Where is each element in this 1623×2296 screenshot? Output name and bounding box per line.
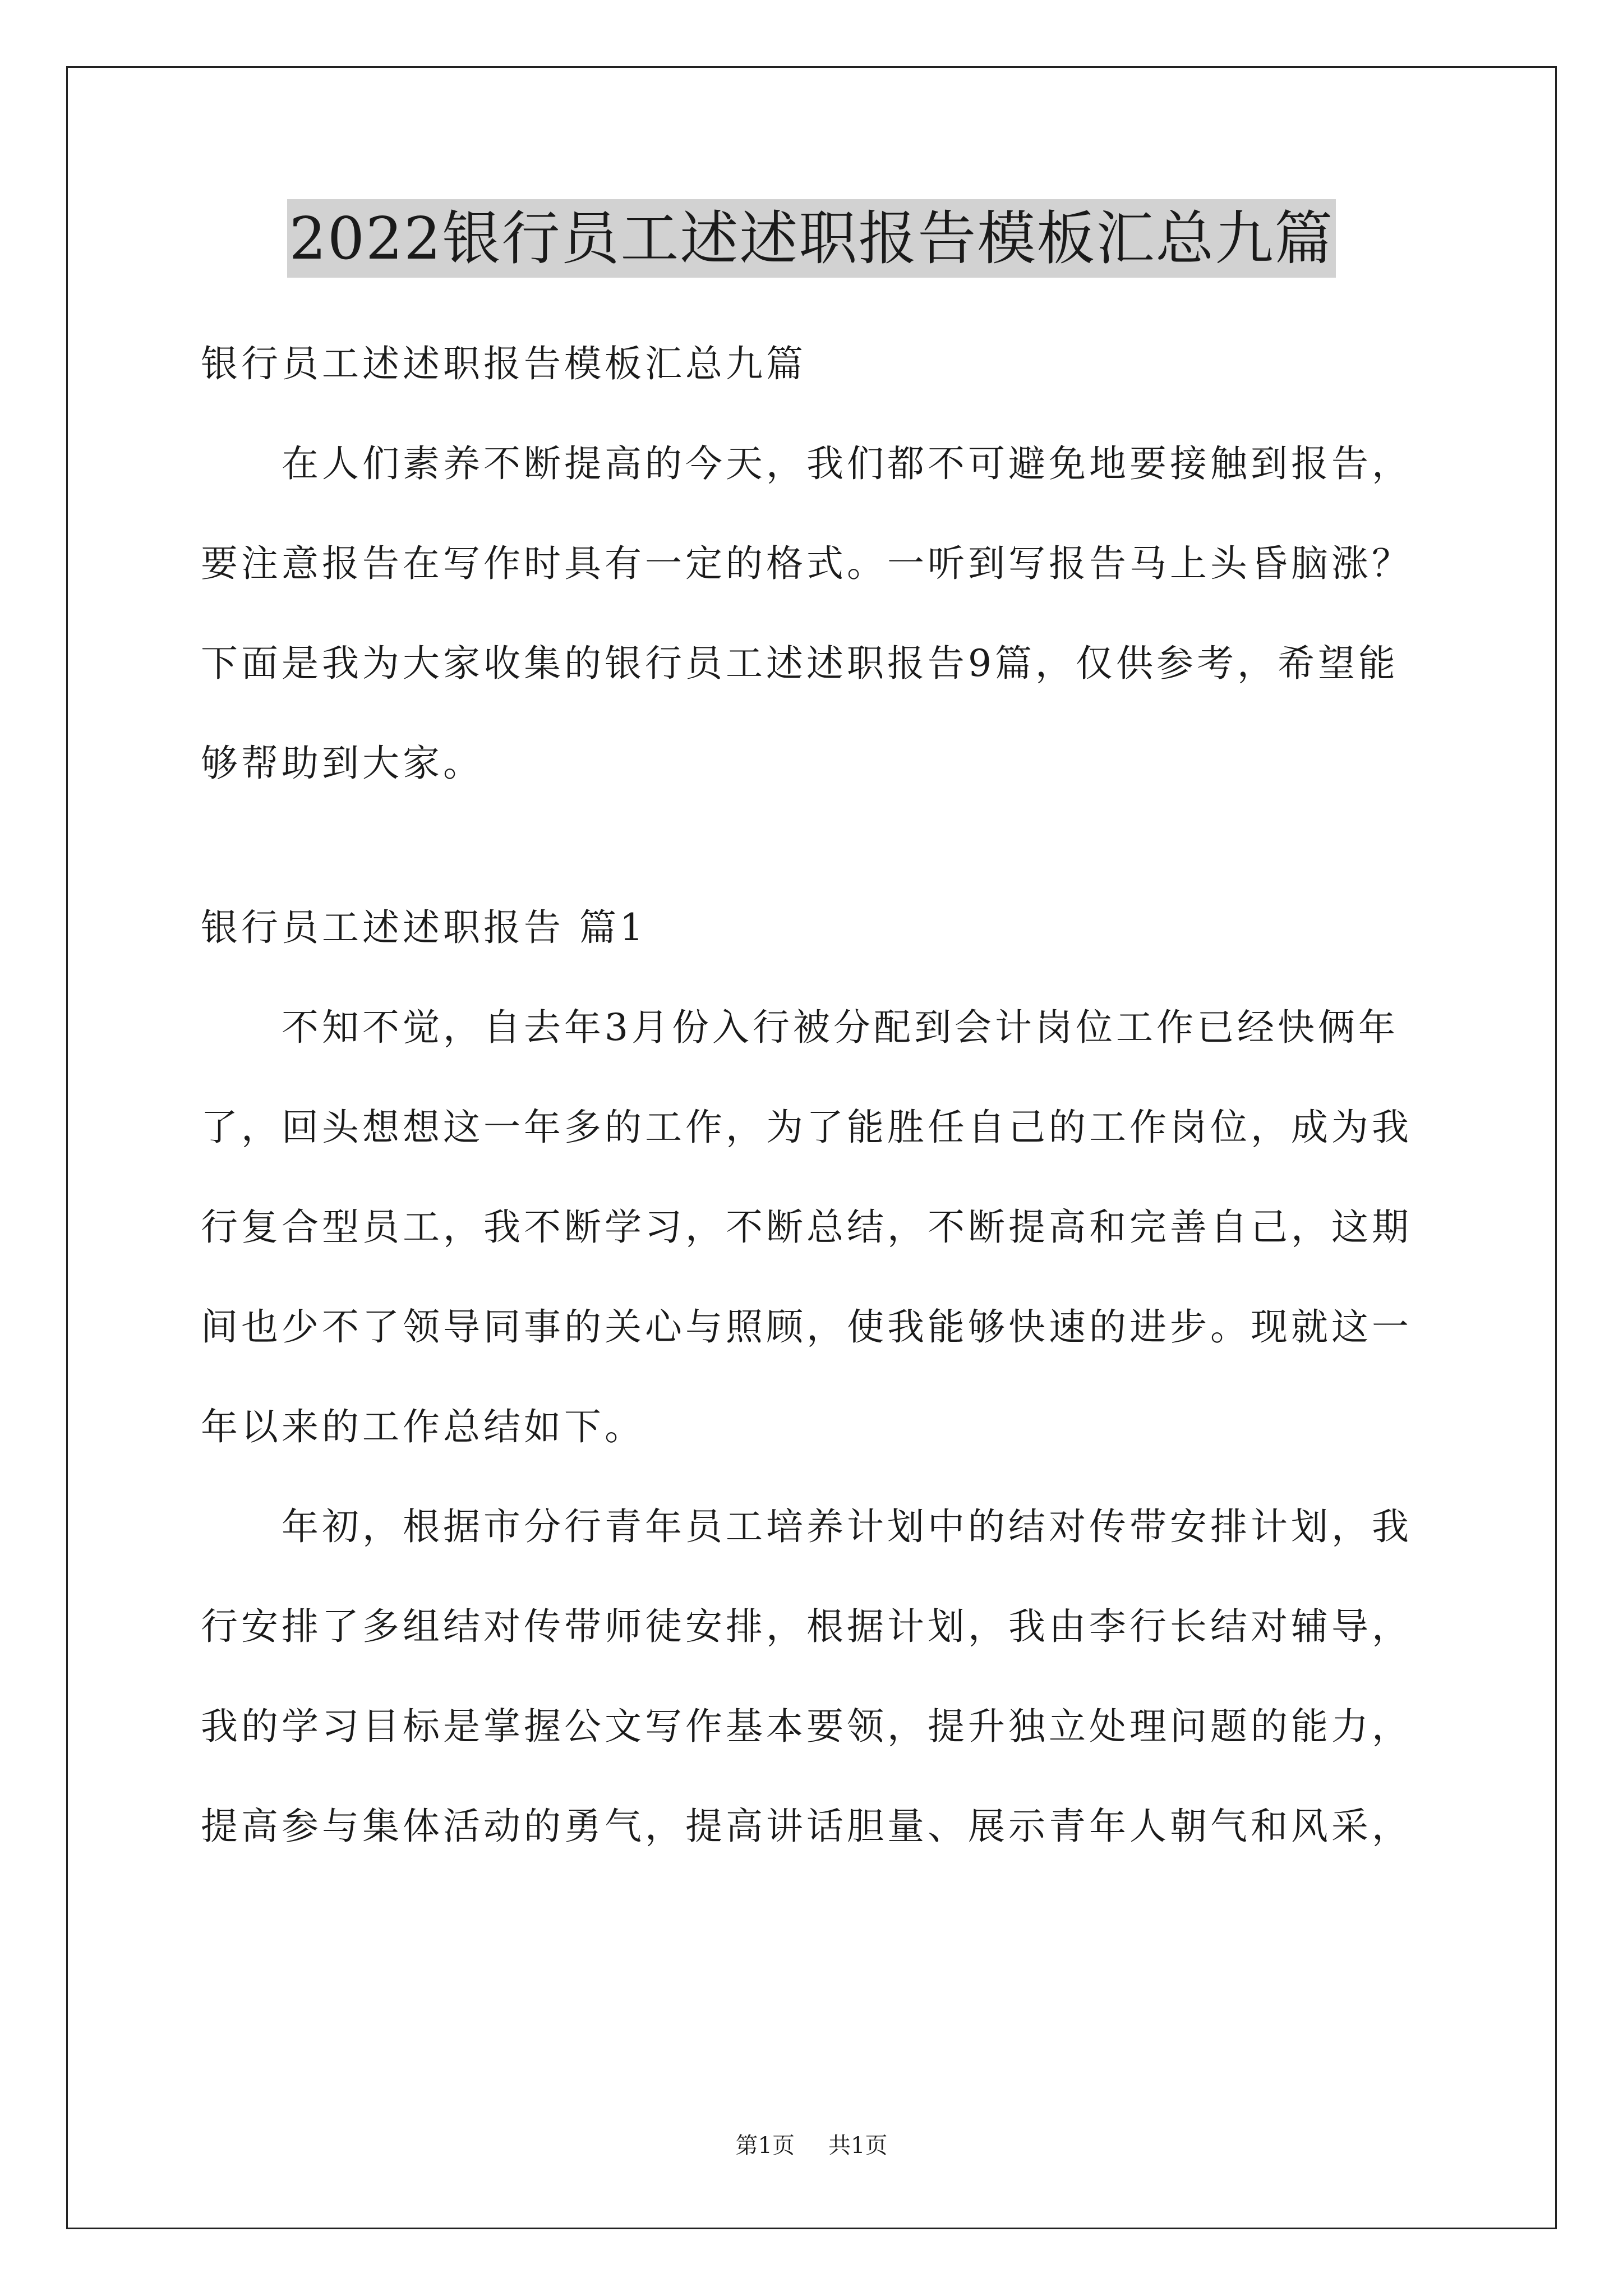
text-line: 我的学习目标是掌握公文写作基本要领，提升独立处理问题的能力， [201,1705,1412,1748]
page-total: 共1页 [828,2133,888,2159]
intro-paragraph [201,414,1429,813]
document-subtitle: 银行员工述述职报告模板汇总九篇 [201,342,806,385]
document-body [201,314,1429,1876]
text-line: 够帮助到大家。 [201,742,483,785]
spacer [201,813,1429,878]
text-line: 在人们素养不断提高的今天，我们都不可避免地要接触到报告， [201,442,1412,485]
text-line: 不知不觉，自去年3月份入行被分配到会计岗位工作已经快俩年 [201,1006,1399,1049]
section-heading: 银行员工述述职报告 篇1 [201,906,647,949]
text-line: 要注意报告在写作时具有一定的格式。一听到写报告马上头昏脑涨？ [201,542,1412,585]
paragraph-2 [201,1477,1429,1876]
text-line: 年以来的工作总结如下。 [201,1405,645,1448]
text-line: 间也少不了领导同事的关心与照顾，使我能够快速的进步。现就这一 [201,1305,1412,1349]
text-line: 下面是我为大家收集的银行员工述述职报告9篇，仅供参考，希望能 [201,642,1399,685]
text-line: 年初，根据市分行青年员工培养计划中的结对传带安排计划，我 [201,1505,1412,1548]
text-line: 行安排了多组结对传带师徒安排，根据计划，我由李行长结对辅导， [201,1605,1412,1648]
text-line: 了，回头想想这一年多的工作，为了能胜任自己的工作岗位，成为我 [201,1106,1412,1149]
paragraph-1 [201,978,1429,1477]
page-number: 第1页 [735,2133,795,2159]
text-line: 行复合型员工，我不断学习，不断总结，不断提高和完善自己，这期 [201,1205,1412,1249]
text-line: 提高参与集体活动的勇气，提高讲话胆量、展示青年人朝气和风采， [201,1805,1412,1848]
title-block [0,199,1623,278]
document-title: 2022银行员工述述职报告模板汇总九篇 [287,199,1336,278]
page-footer [0,2129,1623,2162]
